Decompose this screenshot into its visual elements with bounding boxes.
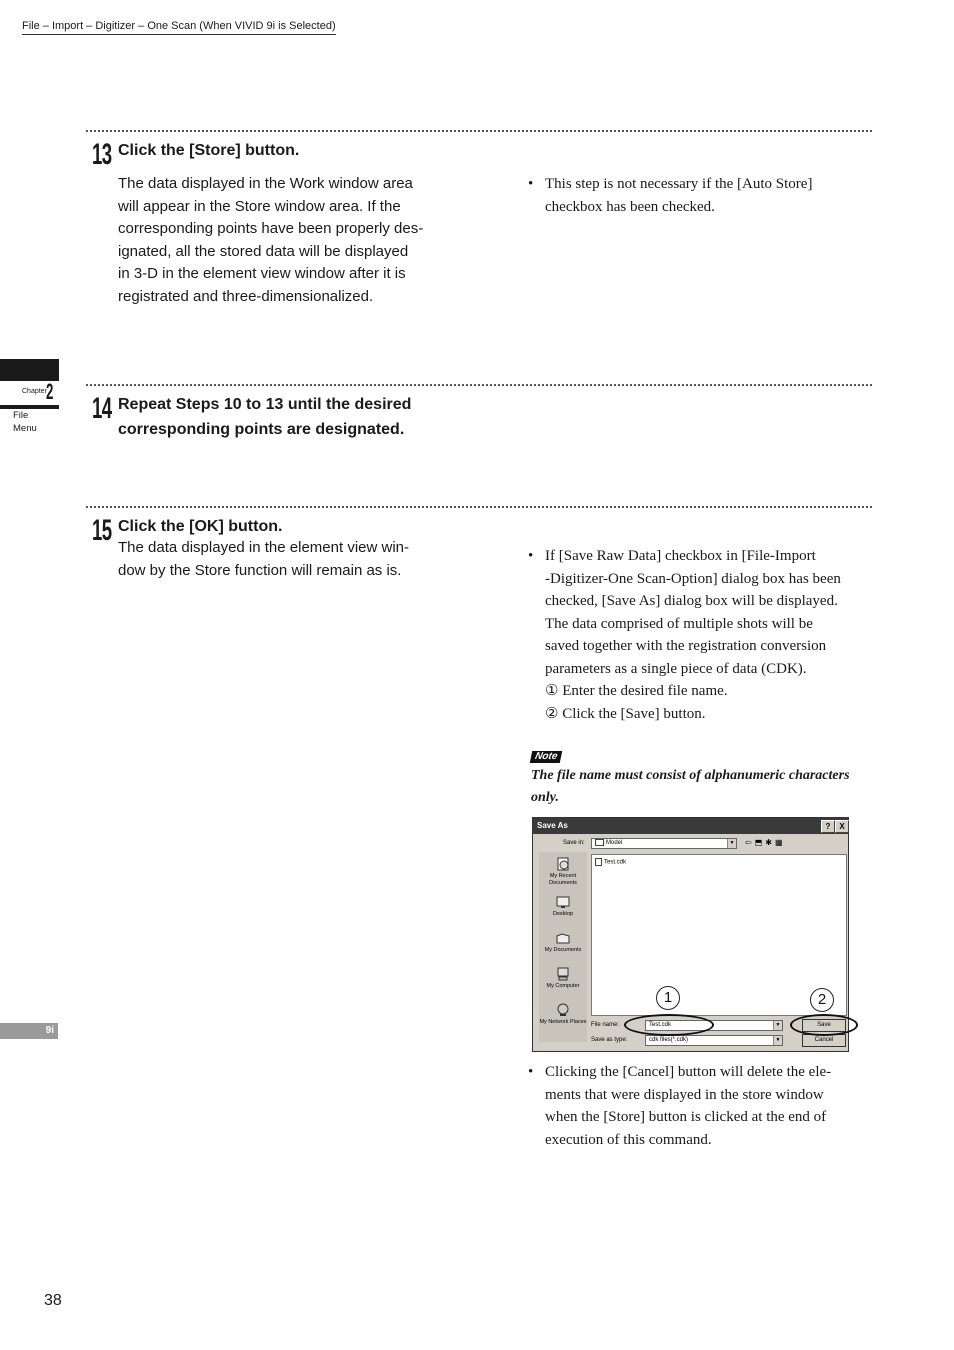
network-places-icon <box>555 1002 571 1018</box>
chapter-divider <box>0 405 59 409</box>
save-type-select[interactable]: cdk files(*.cdk) ▼ <box>645 1035 783 1046</box>
save-in-combo[interactable]: Model ▼ <box>591 838 737 849</box>
place-recent[interactable]: My Recent Documents <box>539 856 587 886</box>
places-bar <box>539 852 587 1042</box>
file-name-input[interactable]: Test.cdk ▼ <box>645 1020 783 1031</box>
new-folder-icon[interactable]: ✱ <box>765 838 775 847</box>
place-my-documents[interactable]: My Documents <box>539 930 587 954</box>
desktop-icon <box>555 894 571 910</box>
dialog-title-bar <box>533 818 848 834</box>
chapter-label: Chapter <box>22 388 47 395</box>
bullet: • <box>528 548 534 564</box>
step-13-number: 13 <box>92 138 112 171</box>
file-item[interactable]: Test.cdk <box>595 858 626 866</box>
file-list[interactable] <box>591 854 847 1016</box>
bullet: • <box>528 176 534 192</box>
chapter-number: 2 <box>46 379 54 404</box>
my-documents-icon <box>555 930 571 946</box>
cancel-button[interactable]: Cancel <box>802 1034 846 1047</box>
chevron-down-icon: ▼ <box>727 839 736 848</box>
close-button[interactable]: X <box>835 820 849 833</box>
note-badge: Note <box>530 751 563 763</box>
callout-number-1: 1 <box>656 986 680 1010</box>
folder-icon <box>595 839 604 846</box>
help-button[interactable]: ? <box>821 820 835 833</box>
toolbar-icons[interactable] <box>745 838 786 847</box>
step-divider <box>86 506 872 508</box>
save-button[interactable]: Save <box>802 1019 846 1032</box>
step-15-note-1: • If [Save Raw Data] checkbox in [File-Import -Digitizer-One Scan-Option] dialog box has been checked, [Save As] dialog box will be displayed. The data comprised of multiple shots will be saved together with the registration conversion parameters as a single piece of data (CDK). ① Enter the desired file name. ② Click the [Save] button. <box>528 545 868 725</box>
views-icon[interactable]: ▦ <box>774 838 786 847</box>
step-15-body: The data displayed in the element view win- dow by the Store function will remain as is. <box>118 539 409 579</box>
section-label: File Menu <box>13 410 37 434</box>
callout-ellipse-save <box>790 1014 858 1036</box>
up-folder-icon[interactable]: ⬒ <box>754 838 766 847</box>
chevron-down-icon: ▼ <box>773 1021 782 1030</box>
step-15-note-2: • Clicking the [Cancel] button will delete the ele- ments that were displayed in the store window when the [Store] button is clicked at the end of execution of this command. <box>528 1061 868 1151</box>
dialog-title: Save As <box>537 821 568 830</box>
step-divider <box>86 130 872 132</box>
running-header: File – Import – Digitizer – One Scan (When VIVID 9i is Selected) <box>22 20 336 35</box>
my-computer-icon <box>555 966 571 982</box>
save-type-label: Save as type: <box>591 1037 628 1043</box>
step-15-number: 15 <box>92 514 112 547</box>
callout-number-2: 2 <box>810 988 834 1012</box>
place-network[interactable]: My Network Places <box>539 1002 587 1026</box>
callout-ellipse-file-name <box>624 1014 714 1036</box>
save-in-label: Save in: <box>563 840 585 846</box>
place-desktop[interactable]: Desktop <box>539 894 587 918</box>
file-name-label: File name: <box>591 1022 620 1028</box>
step-13-title: Click the [Store] button. <box>118 142 300 159</box>
note-text: The file name must consist of alphanumeric characters only. <box>531 768 850 805</box>
step-divider <box>86 384 872 386</box>
back-icon[interactable]: ⇦ <box>745 838 755 847</box>
step-14-title: Repeat Steps 10 to 13 until the desired corresponding points are designated. <box>118 396 412 438</box>
file-icon <box>595 858 602 866</box>
step-14-number: 14 <box>92 392 112 425</box>
recent-documents-icon <box>555 856 571 872</box>
chevron-down-icon: ▼ <box>773 1036 782 1045</box>
step-13-body: The data displayed in the Work window area will appear in the Store window area. If the corresponding points have been properly des- ignated, all the stored data will be displayed in 3-D in the element view window after it is registrated and three-dimensionalized. <box>118 175 424 305</box>
place-my-computer[interactable]: My Computer <box>539 966 587 990</box>
page-number: 38 <box>44 1292 62 1309</box>
model-tab: 9i <box>0 1023 58 1039</box>
step-15-title: Click the [OK] button. <box>118 518 283 535</box>
step-13-note: • This step is not necessary if the [Auto Store] checkbox has been checked. <box>528 173 868 218</box>
chapter-tab-block <box>0 359 59 381</box>
bullet: • <box>528 1064 534 1080</box>
